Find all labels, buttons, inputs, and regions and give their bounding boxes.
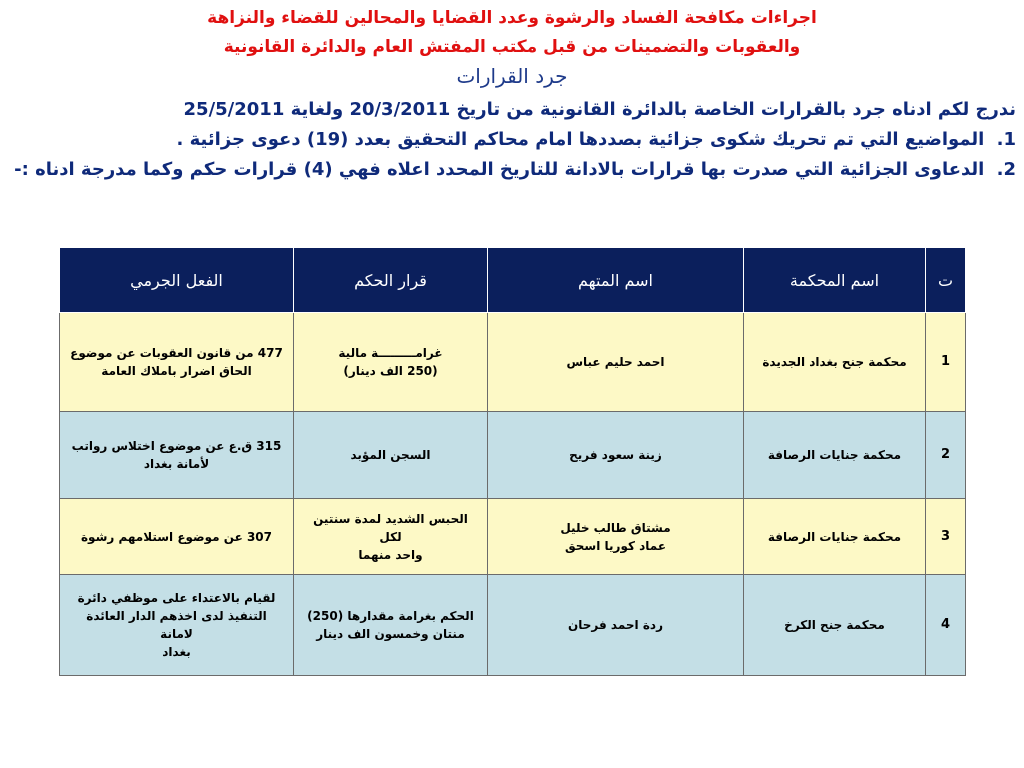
list-item-text: المواضيع التي تم تحريك شكوى جزائية بصددها امام محاكم التحقيق بعدد (19) دعوى جزائية .	[176, 129, 985, 150]
cell-accused	[488, 499, 744, 575]
offense-line: 477 من قانون العقوبات عن موضوع	[70, 346, 283, 360]
verdict-line: السجن المؤبد	[350, 448, 431, 462]
verdict-line: منتان وخمسون الف دينار	[316, 627, 465, 641]
column-header-court: اسم المحكمة	[744, 248, 926, 313]
cell-accused: ردة احمد فرحان	[488, 575, 744, 676]
cell-verdict	[294, 499, 488, 575]
cell-court: محكمة جنايات الرصافة	[744, 499, 926, 575]
cell-number: 3	[926, 499, 966, 575]
intro-line: ندرج لكم ادناه جرد بالقرارات الخاصة بالدائرة القانونية من تاريخ 20/3/2011 ولغاية 25/5/2011	[183, 99, 1016, 120]
cell-offense	[60, 575, 294, 676]
page-title-line-1: اجراءات مكافحة الفساد والرشوة وعدد القضايا والمحالين للقضاء والنزاهة	[207, 8, 817, 28]
list-item-text: الدعاوى الجزائية التي صدرت بها قرارات بالادانة للتاريخ المحدد اعلاه فهي (4) قرارات حكم وكما مدرجة ادناه :-	[14, 159, 985, 180]
table-row	[60, 412, 966, 499]
cell-accused: احمد حليم عباس	[488, 313, 744, 412]
cell-number: 2	[926, 412, 966, 499]
verdict-line: الحكم بغرامة مقدارها (250)	[307, 609, 474, 623]
cell-verdict	[294, 412, 488, 499]
table-row	[60, 575, 966, 676]
offense-line: لقيام بالاعتداء على موظفي دائرة	[77, 591, 276, 605]
table-row	[60, 313, 966, 412]
cell-verdict	[294, 575, 488, 676]
cell-number: 1	[926, 313, 966, 412]
verdict-line: واحد منهما	[358, 547, 423, 562]
intro-text	[8, 95, 1016, 185]
page-subtitle: جرد القرارات	[456, 64, 568, 88]
list-number: 2.	[996, 159, 1016, 180]
column-header-number: ت	[926, 248, 966, 313]
column-header-accused: اسم المتهم	[488, 248, 744, 313]
column-header-offense: الفعل الجرمي	[60, 248, 294, 313]
verdict-line: الحبس الشديد لمدة سنتين لكل	[313, 511, 468, 544]
verdict-line: (250 الف دينار)	[343, 364, 438, 378]
accused-line: مشتاق طالب خليل	[560, 520, 671, 535]
cell-offense	[60, 499, 294, 575]
cell-accused: زينة سعود فريح	[488, 412, 744, 499]
intro-list-item-1	[8, 125, 1016, 155]
cell-verdict	[294, 313, 488, 412]
list-number: 1.	[996, 129, 1016, 150]
offense-line: لأمانة بغداد	[143, 457, 210, 471]
column-header-verdict: قرار الحكم	[294, 248, 488, 313]
cell-offense	[60, 412, 294, 499]
offense-line: 315 ق.ع عن موضوع اختلاس رواتب	[71, 439, 282, 453]
cell-number: 4	[926, 575, 966, 676]
cell-offense	[60, 313, 294, 412]
cell-court: محكمة جنح بغداد الجديدة	[744, 313, 926, 412]
verdicts-table	[59, 247, 966, 676]
cell-court: محكمة جنايات الرصافة	[744, 412, 926, 499]
offense-line: الحاق اضرار باملاك العامة	[101, 364, 252, 378]
cell-court: محكمة جنح الكرخ	[744, 575, 926, 676]
accused-line: عماد كوريا اسحق	[564, 538, 667, 553]
table-header-row	[60, 248, 966, 313]
verdicts-table-container	[60, 247, 966, 676]
verdict-line: غرامـــــــــة مالية	[338, 346, 443, 360]
offense-line: 307 عن موضوع استلامهم رشوة	[80, 529, 273, 544]
intro-list-item-2	[8, 155, 1016, 185]
offense-line: التنفيذ لدى اخذهم الدار العائدة لامانة	[86, 609, 267, 641]
offense-line: بغداد	[162, 645, 191, 659]
page-title-line-2: والعقوبات والتضمينات من قبل مكتب المفتش العام والدائرة القانونية	[223, 37, 801, 57]
table-row	[60, 499, 966, 575]
